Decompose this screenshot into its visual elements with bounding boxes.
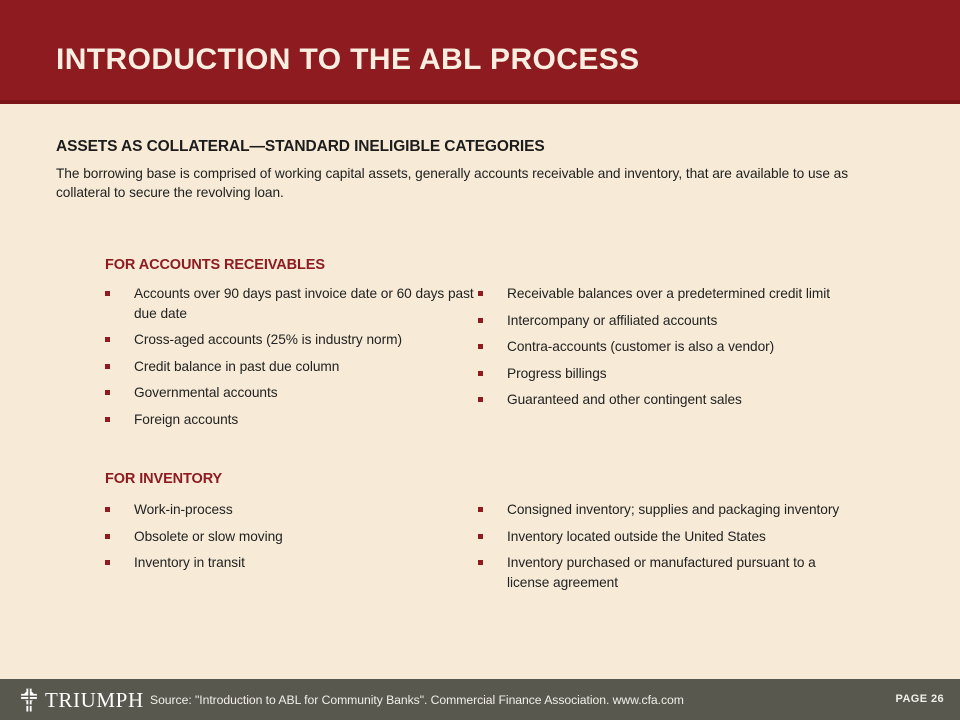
list-item-label: Accounts over 90 days past invoice date or 60 days past due date xyxy=(134,286,474,321)
list-item-label: Inventory purchased or manufactured pursuant to a license agreement xyxy=(507,555,816,590)
list-item-label: Foreign accounts xyxy=(134,411,239,427)
category-heading-inventory: FOR INVENTORY xyxy=(105,471,223,487)
bullet-square-icon xyxy=(105,534,110,539)
list-item-label: Governmental accounts xyxy=(134,385,278,400)
list-item-label: Cross-aged accounts (25% is industry norm) xyxy=(134,332,402,347)
list-item-label: Receivable balances over a predetermined credit limit xyxy=(507,286,830,301)
list-item-label: Work-in-process xyxy=(134,502,233,517)
list-item xyxy=(105,527,477,547)
list-item xyxy=(478,364,838,384)
bullet-list-accounts-receivables-right xyxy=(478,284,838,410)
list-item-label: Inventory located outside the United States xyxy=(507,528,766,544)
triumph-logo-wordmark: TRIUMPH xyxy=(45,687,144,712)
bullet-list-accounts-receivables-left xyxy=(105,284,477,429)
list-item xyxy=(478,311,838,331)
list-item xyxy=(105,284,477,323)
bullet-square-icon xyxy=(478,371,483,376)
bullet-square-icon xyxy=(105,364,110,369)
list-item xyxy=(105,500,477,520)
list-item-label: Intercompany or affiliated accounts xyxy=(507,312,718,328)
bullet-square-icon xyxy=(105,507,110,512)
intro-paragraph: The borrowing base is comprised of working capital assets, generally accounts receivable and inventory, that are available to use as collateral to secure the revolving loan. xyxy=(56,166,849,200)
footer-source-citation: Source: "Introduction to ABL for Community Banks". Commercial Finance Association. www.cfa.com xyxy=(150,693,684,707)
list-item-label: Inventory in transit xyxy=(134,555,245,570)
list-item xyxy=(478,553,844,592)
list-item xyxy=(105,383,477,403)
footer-page-number: PAGE 26 xyxy=(895,693,944,705)
list-item xyxy=(478,500,844,520)
triumph-logo xyxy=(16,687,144,713)
bullet-square-icon xyxy=(478,560,483,565)
bullet-square-icon xyxy=(478,507,483,512)
bullet-square-icon xyxy=(478,291,483,296)
list-item xyxy=(105,410,477,430)
list-item xyxy=(105,330,477,350)
section-subtitle: ASSETS AS COLLATERAL—STANDARD INELIGIBLE CATEGORIES xyxy=(56,138,545,155)
bullet-square-icon xyxy=(478,534,483,539)
list-item-label: Obsolete or slow moving xyxy=(134,528,283,544)
bullet-square-icon xyxy=(105,560,110,565)
list-item-label: Credit balance in past due column xyxy=(134,358,340,374)
bullet-list-inventory-right xyxy=(478,500,844,592)
list-item-label: Contra-accounts (customer is also a vendor) xyxy=(507,339,775,354)
list-item-label: Guaranteed and other contingent sales xyxy=(507,392,742,407)
bullet-square-icon xyxy=(478,344,483,349)
list-item xyxy=(478,337,838,357)
category-heading-accounts-receivables: FOR ACCOUNTS RECEIVABLES xyxy=(105,257,325,273)
header-underline xyxy=(0,100,960,104)
list-item xyxy=(105,357,477,377)
bullet-square-icon xyxy=(105,291,110,296)
bullet-list-inventory-left xyxy=(105,500,477,573)
page-title: INTRODUCTION TO THE ABL PROCESS xyxy=(56,43,640,76)
bullet-square-icon xyxy=(105,390,110,395)
list-item xyxy=(105,553,477,573)
slide-footer-bar xyxy=(0,679,960,720)
list-item-label: Consigned inventory; supplies and packaging inventory xyxy=(507,502,840,517)
bullet-square-icon xyxy=(478,318,483,323)
list-item xyxy=(478,284,838,304)
list-item xyxy=(478,390,838,410)
bullet-square-icon xyxy=(105,417,110,422)
list-item xyxy=(478,527,844,547)
cross-plus-icon xyxy=(16,687,42,713)
bullet-square-icon xyxy=(478,397,483,402)
bullet-square-icon xyxy=(105,337,110,342)
list-item-label: Progress billings xyxy=(507,365,607,381)
